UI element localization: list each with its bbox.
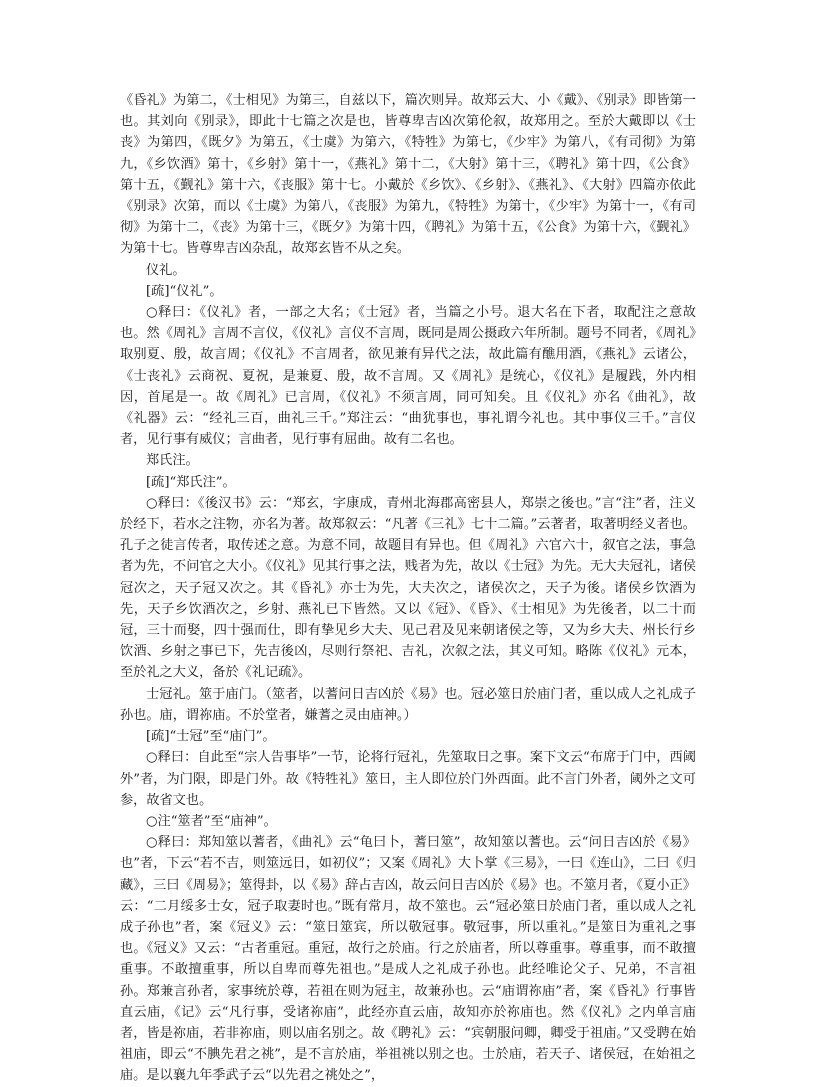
commentary-tag-zheng: [疏]“郑氏注”。 (146, 474, 236, 490)
paragraph-chapter-order: 《昏礼》为第二，《士相见》为第三，自兹以下，篇次则异。故郑云大、小《戴》、《别录》即皆第一也。其刘向《别录》，即此十七篇之次是也，皆尊卑吉凶次第伦叙，故郑用之。至於大戴即以《士丧》为第四，《既夕》为第五，《士虞》为第六，《特牲》为第七，《少牢》为第八，《有司彻》为第九，《乡饮酒》第十，《乡射》第十一，《燕礼》第十二，《大射》第十三，《聘礼》第十四，《公食》第十五，《觐礼》第十六，《丧服》第十七。小戴於《乡饮》、《乡射》、《燕礼》、《大射》四篇亦依此《别录》次第，而以《士虞》为第八，《丧服》为第九，《特牲》为第十，《少牢》为第十一，《有司彻》为第十二，《丧》为第十三，《既夕》为第十四，《聘礼》为第十五，《公食》为第十六，《觐礼》为第十七。皆尊卑吉凶杂乱，故郑玄皆不从之矣。 (120, 93, 696, 257)
paragraph-explanation-zheng: ○释曰：《後汉书》云：“郑玄，字康成，青州北海郡高密县人，郑崇之後也。”言“注”者，注义於经下，若水之注物，亦名为著。故郑叙云：“凡著《三礼》七十二篇。”云著者，取著明经义者也。孔子之徒言传者，取传述之意。为意不同，故题目有异也。但《周礼》六官六十，叙官之法，事急者为先，不问官之大小。《仪礼》见其行事之法，贱者为先，故以《士冠》为先。无大夫冠礼，诸侯冠次之，天子冠又次之。其《昏礼》亦士为先，大夫次之，诸侯次之，天子为後。诸侯乡饮酒为先，天子乡饮酒次之，乡射、燕礼已下皆然。又以《冠》、《昏》、《士相见》为先後者，以二十而冠，三十而娶，四十强而仕，即有挚见乡大夫、见己君及见来朝诸侯之等，又为乡大夫、州长行乡饮酒、乡射之事已下，先吉後凶，尽则行祭祀、吉礼，次叙之法，其义可知。略陈《仪礼》元本，至於礼之大义，备於《礼记疏》。 (120, 495, 696, 681)
paragraph-explanation-shiguan: ○释曰：自此至“宗人告事毕”一节，论将行冠礼，先筮取日之事。案下文云“布席于门中，西阈外”者，为门限，即是门外。故《特牲礼》筮日，主人即位於门外西面。此不言门外者，阈外之文可参，故省文也。 (120, 750, 696, 808)
heading-zheng-annotation: 郑氏注。 (146, 453, 199, 469)
commentary-tag-shiguan: [疏]“士冠”至“庙门”。 (146, 729, 276, 745)
paragraph-explanation-note: ○释曰：郑知筮以蓍者，《曲礼》云“龟曰卜，蓍曰筮”，故知筮以蓍也。云“问日吉凶於《易》也”者，下云“若不吉，则筮远日，如初仪”；又案《周礼》大卜掌《三易》，一曰《连山》，二曰《归藏》，三曰《周易》；筮得卦，以《易》辞占吉凶，故云问日吉凶於《易》也。不筮月者，《夏小正》云：“二月绥多士女，冠子取妻时也。”既有常月，故不筮也。云“冠必筮日於庙门者，重以成人之礼成子孙也”者，案《冠义》云：“筮日筮宾，所以敬冠事。敬冠事，所以重礼。”是筮日为重礼之事也。《冠义》又云：“古者重冠。重冠，故行之於庙。行之於庙者，所以尊重事。尊重事，而不敢擅重事。不敢擅重事，所以自卑而尊先祖也。”是成人之礼成子孙也。此经唯论父子、兄弟，不言祖孙。郑兼言孙者，家事统於尊，若祖在则为冠主，故兼孙也。云“庙谓祢庙”者，案《昏礼》行事皆直云庙，《记》云“凡行事，受诸祢庙”，此经亦直云庙，故知亦於祢庙也。然《仪礼》之内单言庙者，皆是祢庙，若非祢庙，则以庙名别之。故《聘礼》云：“宾朝服问卿，卿受于祖庙。”又受聘在始祖庙，即云“不腆先君之祧”，是不言於庙，举祖祧以别之也。士於庙，若天子、诸侯冠，在始祖之庙。是以襄九年季武子云“以先君之祧处之”， (120, 835, 696, 1084)
paragraph-shiguanli-text: 士冠礼。筮于庙门。（筮者，以蓍问日吉凶於《易》也。冠必筮日於庙门者，重以成人之礼成子孙也。庙，谓祢庙。不於堂者，嫌蓍之灵由庙神。） (120, 686, 696, 723)
commentary-tag-note: ○注“筮者”至“庙神”。 (146, 813, 277, 829)
heading-yili: 仪礼。 (146, 262, 186, 278)
paragraph-explanation-yili: ○释曰：《仪礼》者，一部之大名；《士冠》者，当篇之小号。退大名在下者，取配注之意故也。然《周礼》言周不言仪，《仪礼》言仪不言周，既同是周公摄政六年所制。题号不同者，《周礼》取别夏、殷，故言周；《仪礼》不言周者，欲见兼有异代之法，故此篇有醮用酒，《燕礼》云诸公，《士丧礼》云商祝、夏祝，是兼夏、殷，故不言周。又《周礼》是统心，《仪礼》是履践，外内相因，首尾是一。故《周礼》已言周，《仪礼》不须言周，同可知矣。且《仪礼》亦名《曲礼》，故《礼器》云：“经礼三百，曲礼三千。”郑注云：“曲犹事也，事礼谓今礼也。其中事仪三千。”言仪者，见行事有威仪；言曲者，见行事有屈曲。故有二名也。 (120, 305, 696, 448)
commentary-tag-yili: [疏]“仪礼”。 (146, 283, 223, 299)
document-page (120, 90, 696, 1087)
